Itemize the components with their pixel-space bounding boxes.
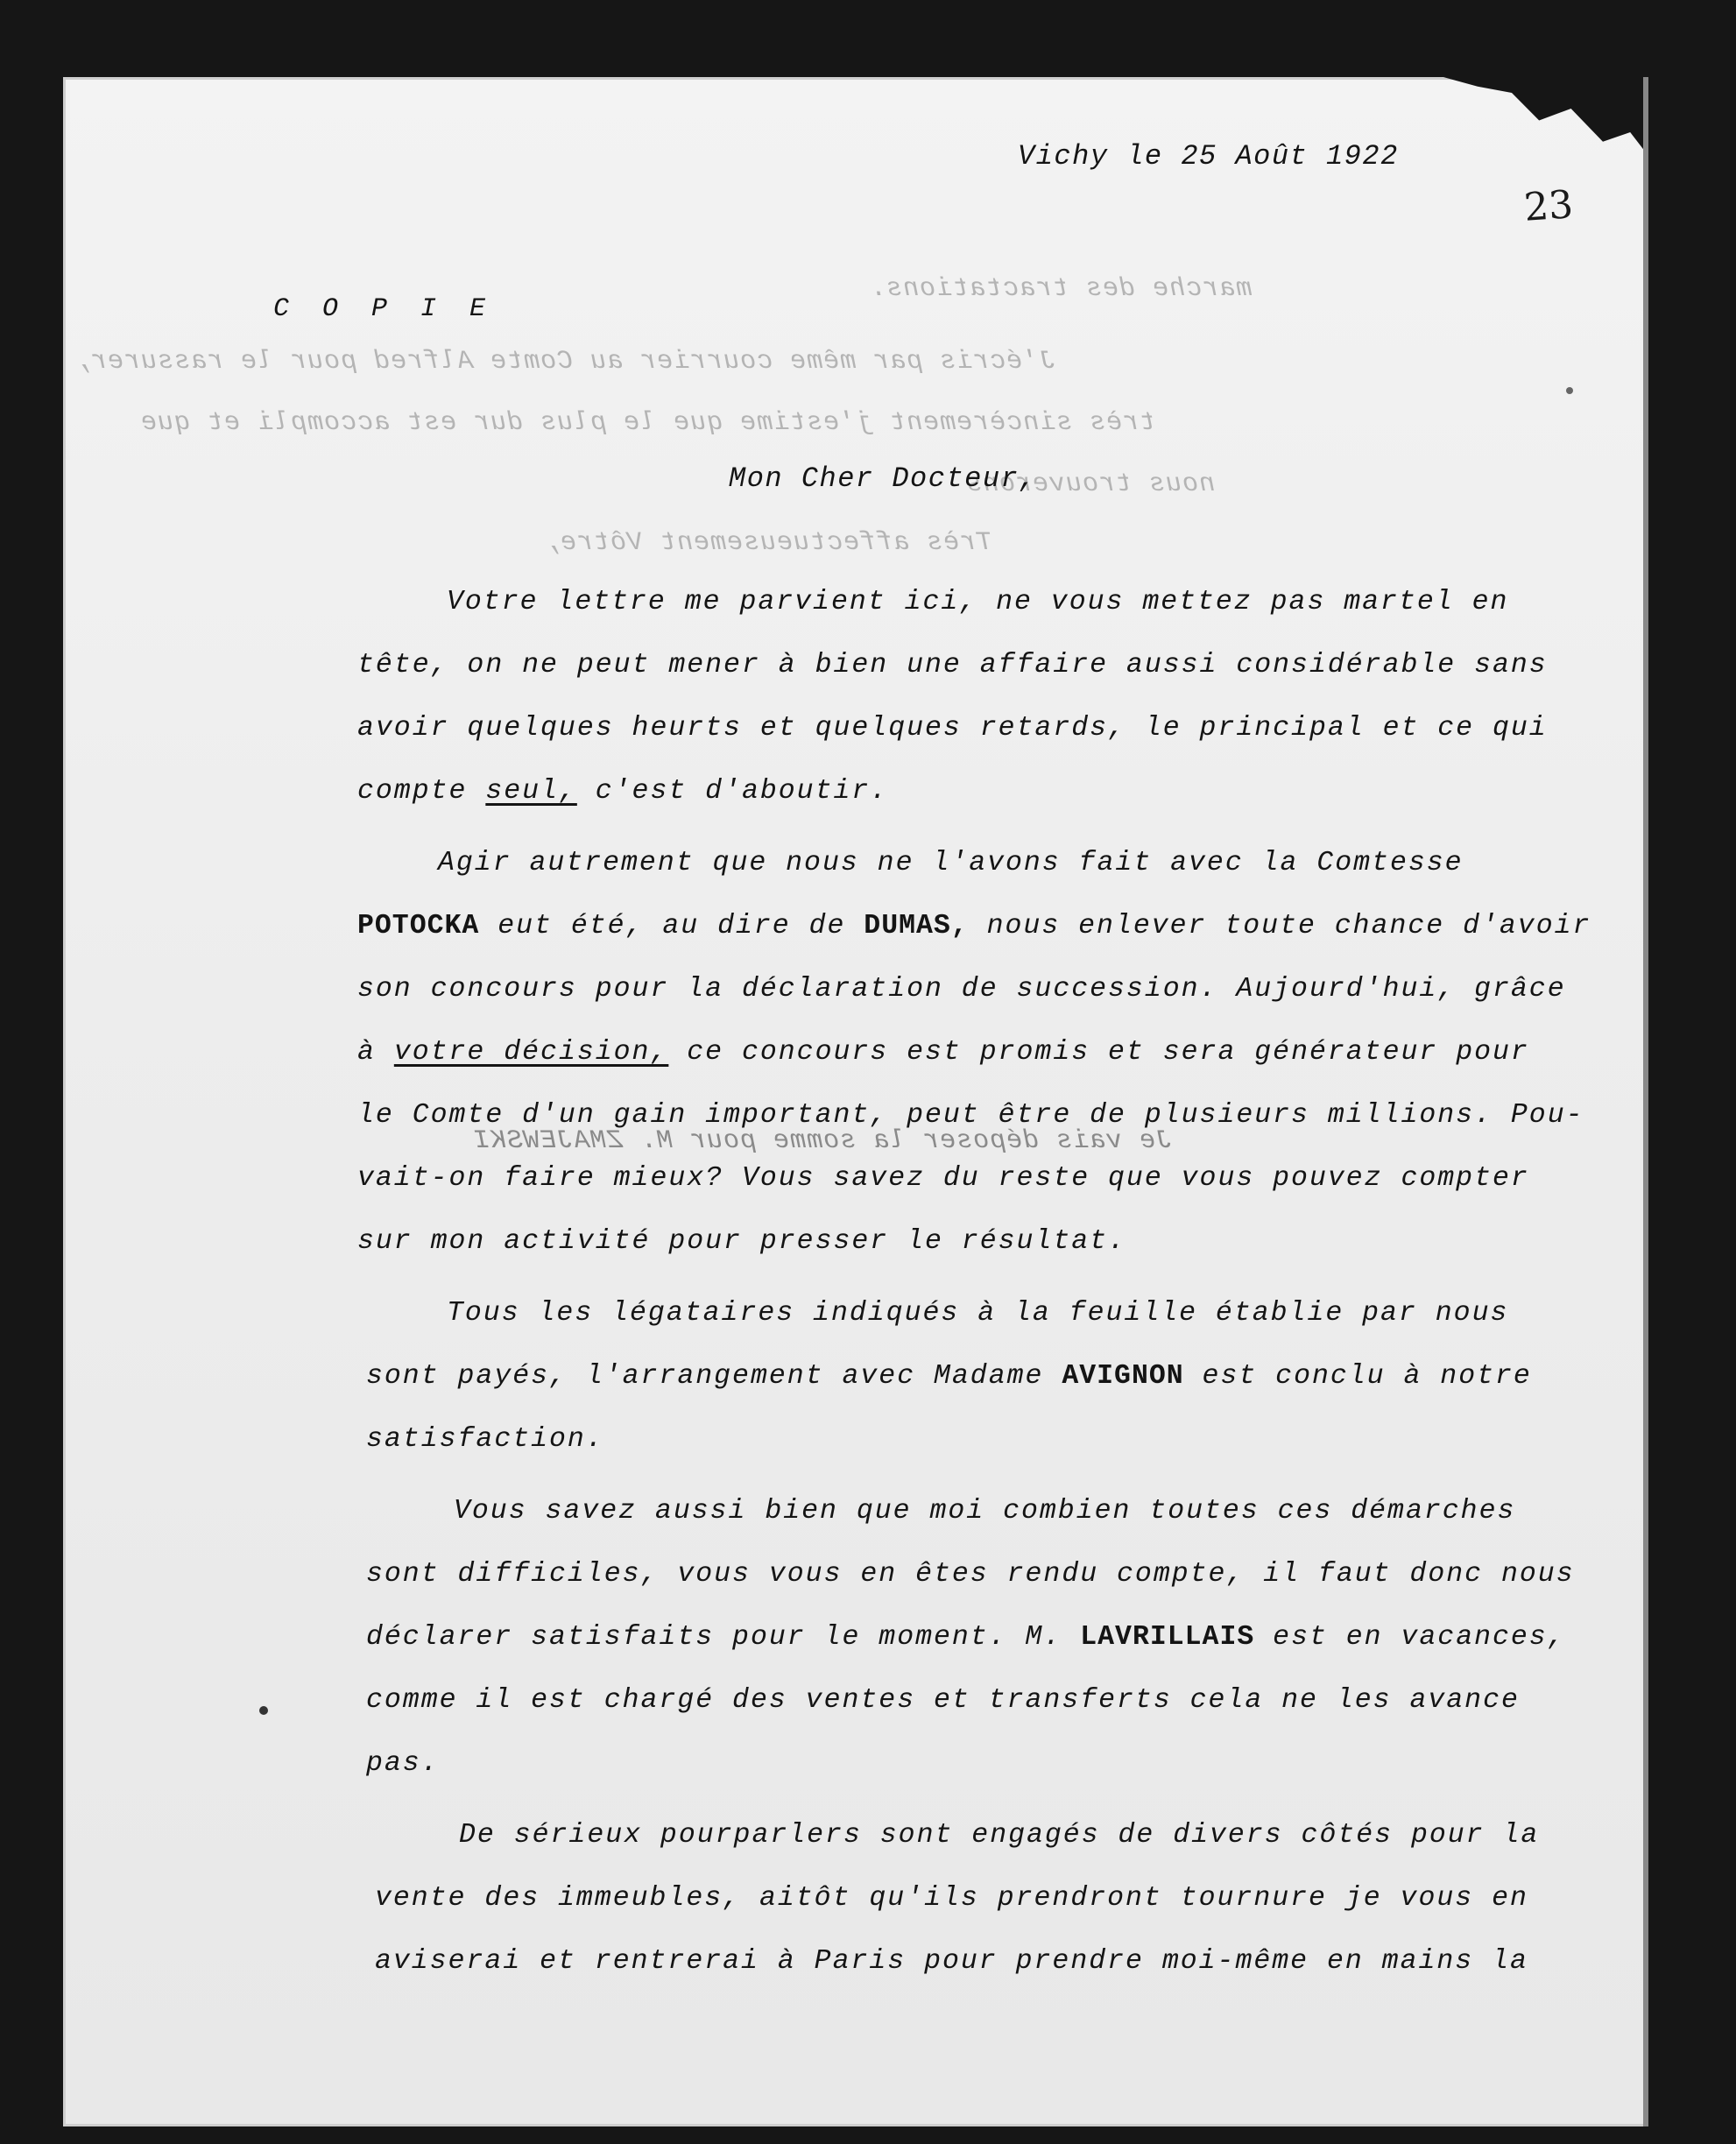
body-line: pas. [366, 1748, 440, 1779]
text-run: déclarer satisfaits pour le moment. M. [366, 1622, 1081, 1653]
text-run: compte [357, 776, 486, 807]
bleed-through-line: Je vais déposer la somme pour M. ZMAJEWSKI [473, 1126, 1173, 1156]
page-number: 23 [1522, 182, 1575, 230]
body-line: avoir quelques heurts et quelques retards, le principal et ce qui [357, 713, 1548, 744]
copy-heading: C O P I E [273, 294, 495, 324]
body-line [357, 911, 1591, 942]
text-run: est conclu à notre [1183, 1361, 1532, 1392]
body-line: le Comte d'un gain important, peut être de plusieurs millions. Pou- [357, 1100, 1584, 1131]
body-line: Agir autrement que nous ne l'avons fait avec la Comtesse [438, 848, 1464, 878]
body-line: vait-on faire mieux? Vous savez du reste que vous pouvez compter [357, 1163, 1529, 1194]
underlined-text: seul, [485, 776, 577, 807]
body-line: comme il est chargé des ventes et transferts cela ne les avance [366, 1685, 1520, 1716]
proper-name: DUMAS, [864, 911, 969, 942]
bleed-through-line: Très affectueusement Vôtre, [543, 528, 993, 558]
body-line: vente des immeubles, aitôt qu'ils prendront tournure je vous en [375, 1883, 1528, 1914]
body-line: Tous les légataires indiqués à la feuille établie par nous [447, 1298, 1509, 1329]
body-line: Vous savez aussi bien que moi combien toutes ces démarches [454, 1496, 1516, 1527]
salutation: Mon Cher Docteur, [729, 462, 1037, 495]
body-line: tête, on ne peut mener à bien une affaire aussi considérable sans [357, 650, 1548, 681]
text-run: eut été, au dire de [479, 911, 864, 942]
proper-name: POTOCKA [357, 911, 480, 942]
body-line: sur mon activité pour presser le résultat. [357, 1226, 1126, 1257]
bleed-through-line: nous trouverons [965, 469, 1216, 499]
body-line [357, 776, 888, 807]
body-line [366, 1361, 1532, 1392]
torn-corner [1421, 77, 1648, 156]
body-line [357, 1037, 1529, 1068]
page-edge [1643, 77, 1648, 2126]
proper-name: LAVRILLAIS [1080, 1622, 1255, 1653]
bleed-through-line: très sincèrement j'estime que le plus dur est accompli et que [140, 408, 1156, 438]
text-run: est en vacances, [1254, 1622, 1566, 1653]
bleed-through-line: marche des tractations. [869, 274, 1253, 304]
body-line: Votre lettre me parvient ici, ne vous mettez pas martel en [447, 587, 1509, 617]
body-line: sont difficiles, vous vous en êtes rendu compte, il faut donc nous [366, 1559, 1575, 1590]
body-line: satisfaction. [366, 1424, 604, 1455]
ink-spot [1566, 387, 1573, 394]
proper-name: AVIGNON [1062, 1361, 1184, 1392]
text-run: nous enlever toute chance d'avoir [968, 911, 1591, 942]
body-line: son concours pour la déclaration de succession. Aujourd'hui, grâce [357, 974, 1566, 1005]
underlined-text: votre décision, [393, 1037, 669, 1068]
letter-date: Vichy le 25 Août 1922 [1018, 140, 1399, 173]
text-run: ce concours est promis et sera générateur pour [668, 1037, 1529, 1068]
text-run: sont payés, l'arrangement avec Madame [366, 1361, 1062, 1392]
text-run: c'est d'aboutir. [576, 776, 889, 807]
text-run: à [357, 1037, 394, 1068]
ink-spot [259, 1706, 268, 1715]
bleed-through-line: J'écris par même courrier au Comte Alfred pour le rassurer, [74, 347, 1056, 377]
body-line [366, 1622, 1566, 1653]
body-line: De sérieux pourparlers sont engagés de divers côtés pour la [459, 1820, 1540, 1851]
body-line: aviserai et rentrerai à Paris pour prendre moi-même en mains la [375, 1946, 1528, 1977]
letter-page [63, 77, 1648, 2126]
